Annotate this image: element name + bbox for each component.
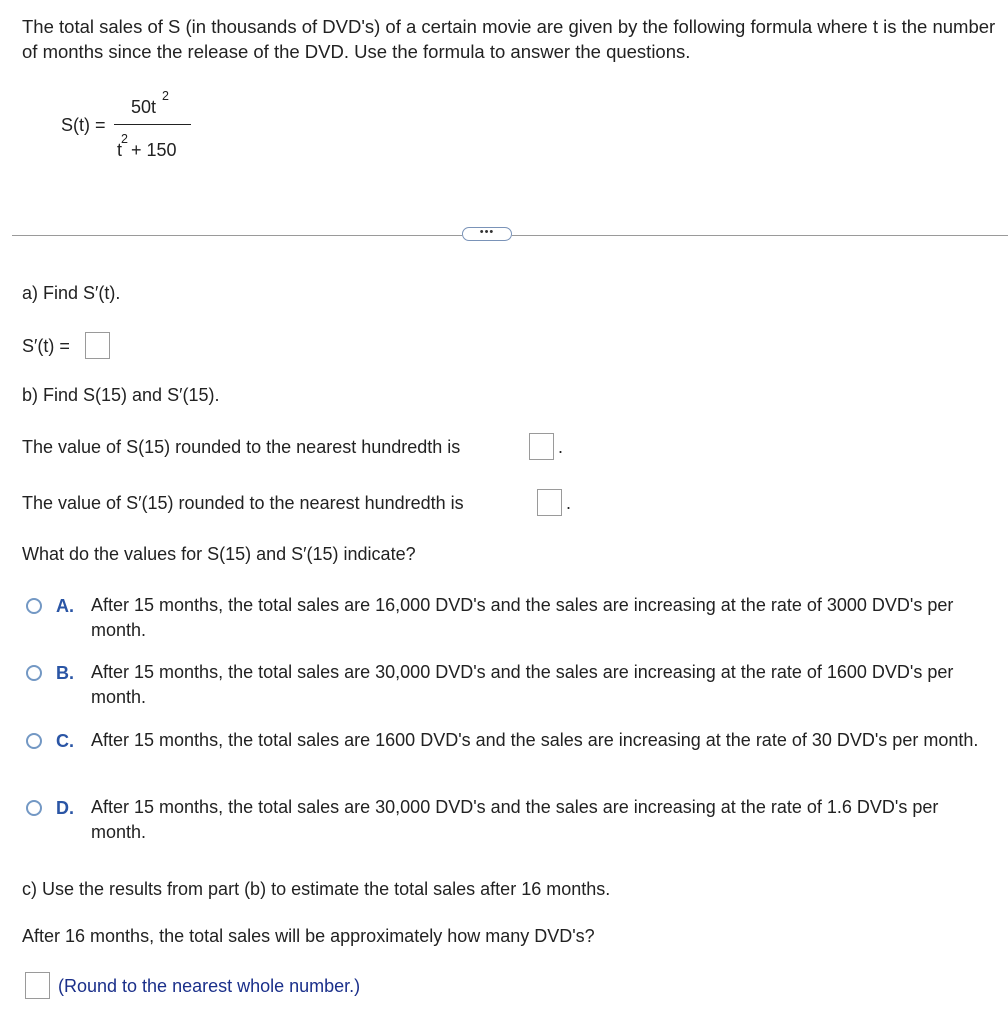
total-sales-answer-input[interactable] bbox=[25, 972, 50, 999]
s15-answer-input[interactable] bbox=[529, 433, 554, 460]
fraction-bar bbox=[114, 124, 191, 125]
formula-numerator: 50t bbox=[131, 97, 157, 117]
option-a-radio[interactable] bbox=[26, 598, 42, 614]
part-c-prompt: After 16 months, the total sales will be approximately how many DVD's? bbox=[22, 926, 595, 946]
problem-statement: The total sales of S (in thousands of DVD's) of a certain movie are given by the following formula where t is the number of months since the release of the DVD. Use the formula to answer the questions. bbox=[22, 16, 996, 62]
option-b-letter: B. bbox=[56, 663, 74, 683]
formula-lhs: S(t) = bbox=[61, 115, 106, 135]
indicate-question: What do the values for S(15) and S′(15) indicate? bbox=[22, 544, 416, 564]
formula-numerator-exponent: 2 bbox=[162, 89, 169, 103]
sprime15-answer-input[interactable] bbox=[537, 489, 562, 516]
option-d-text: After 15 months, the total sales are 30,000 DVD's and the sales are increasing at the rate of 1.6 DVD's per month. bbox=[91, 797, 939, 842]
s-prime-answer-input[interactable] bbox=[85, 332, 110, 359]
part-a-answer-label: S′(t) = bbox=[22, 336, 70, 356]
option-a-text: After 15 months, the total sales are 16,000 DVD's and the sales are increasing at the rate of 3000 DVD's per month. bbox=[91, 595, 954, 640]
rounding-hint: (Round to the nearest whole number.) bbox=[58, 976, 361, 996]
option-b-text: After 15 months, the total sales are 30,000 DVD's and the sales are increasing at the rate of 1600 DVD's per month. bbox=[91, 662, 954, 707]
option-d-radio[interactable] bbox=[26, 800, 42, 816]
divider-right bbox=[512, 235, 1008, 236]
more-button[interactable]: ••• bbox=[462, 227, 512, 241]
option-d-letter: D. bbox=[56, 798, 74, 818]
option-c-radio[interactable] bbox=[26, 733, 42, 749]
formula-denominator-rest: + 150 bbox=[131, 140, 177, 160]
option-b-radio[interactable] bbox=[26, 665, 42, 681]
option-a-letter: A. bbox=[56, 596, 74, 616]
sprime15-prompt: The value of S′(15) rounded to the nearest hundredth is bbox=[22, 493, 464, 513]
part-b-question: b) Find S(15) and S′(15). bbox=[22, 385, 220, 405]
formula-denominator-var: t bbox=[117, 140, 123, 160]
part-a-question: a) Find S′(t). bbox=[22, 283, 121, 303]
divider-left bbox=[12, 235, 462, 236]
option-c-text: After 15 months, the total sales are 1600 DVD's and the sales are increasing at the rate of 30 DVD's per month. bbox=[91, 730, 979, 750]
sprime15-period: . bbox=[566, 493, 572, 513]
formula-denominator-exponent: 2 bbox=[121, 132, 128, 146]
s15-period: . bbox=[558, 437, 564, 457]
option-c-letter: C. bbox=[56, 731, 74, 751]
part-c-question: c) Use the results from part (b) to estimate the total sales after 16 months. bbox=[22, 879, 611, 899]
s15-prompt: The value of S(15) rounded to the nearest hundredth is bbox=[22, 437, 461, 457]
